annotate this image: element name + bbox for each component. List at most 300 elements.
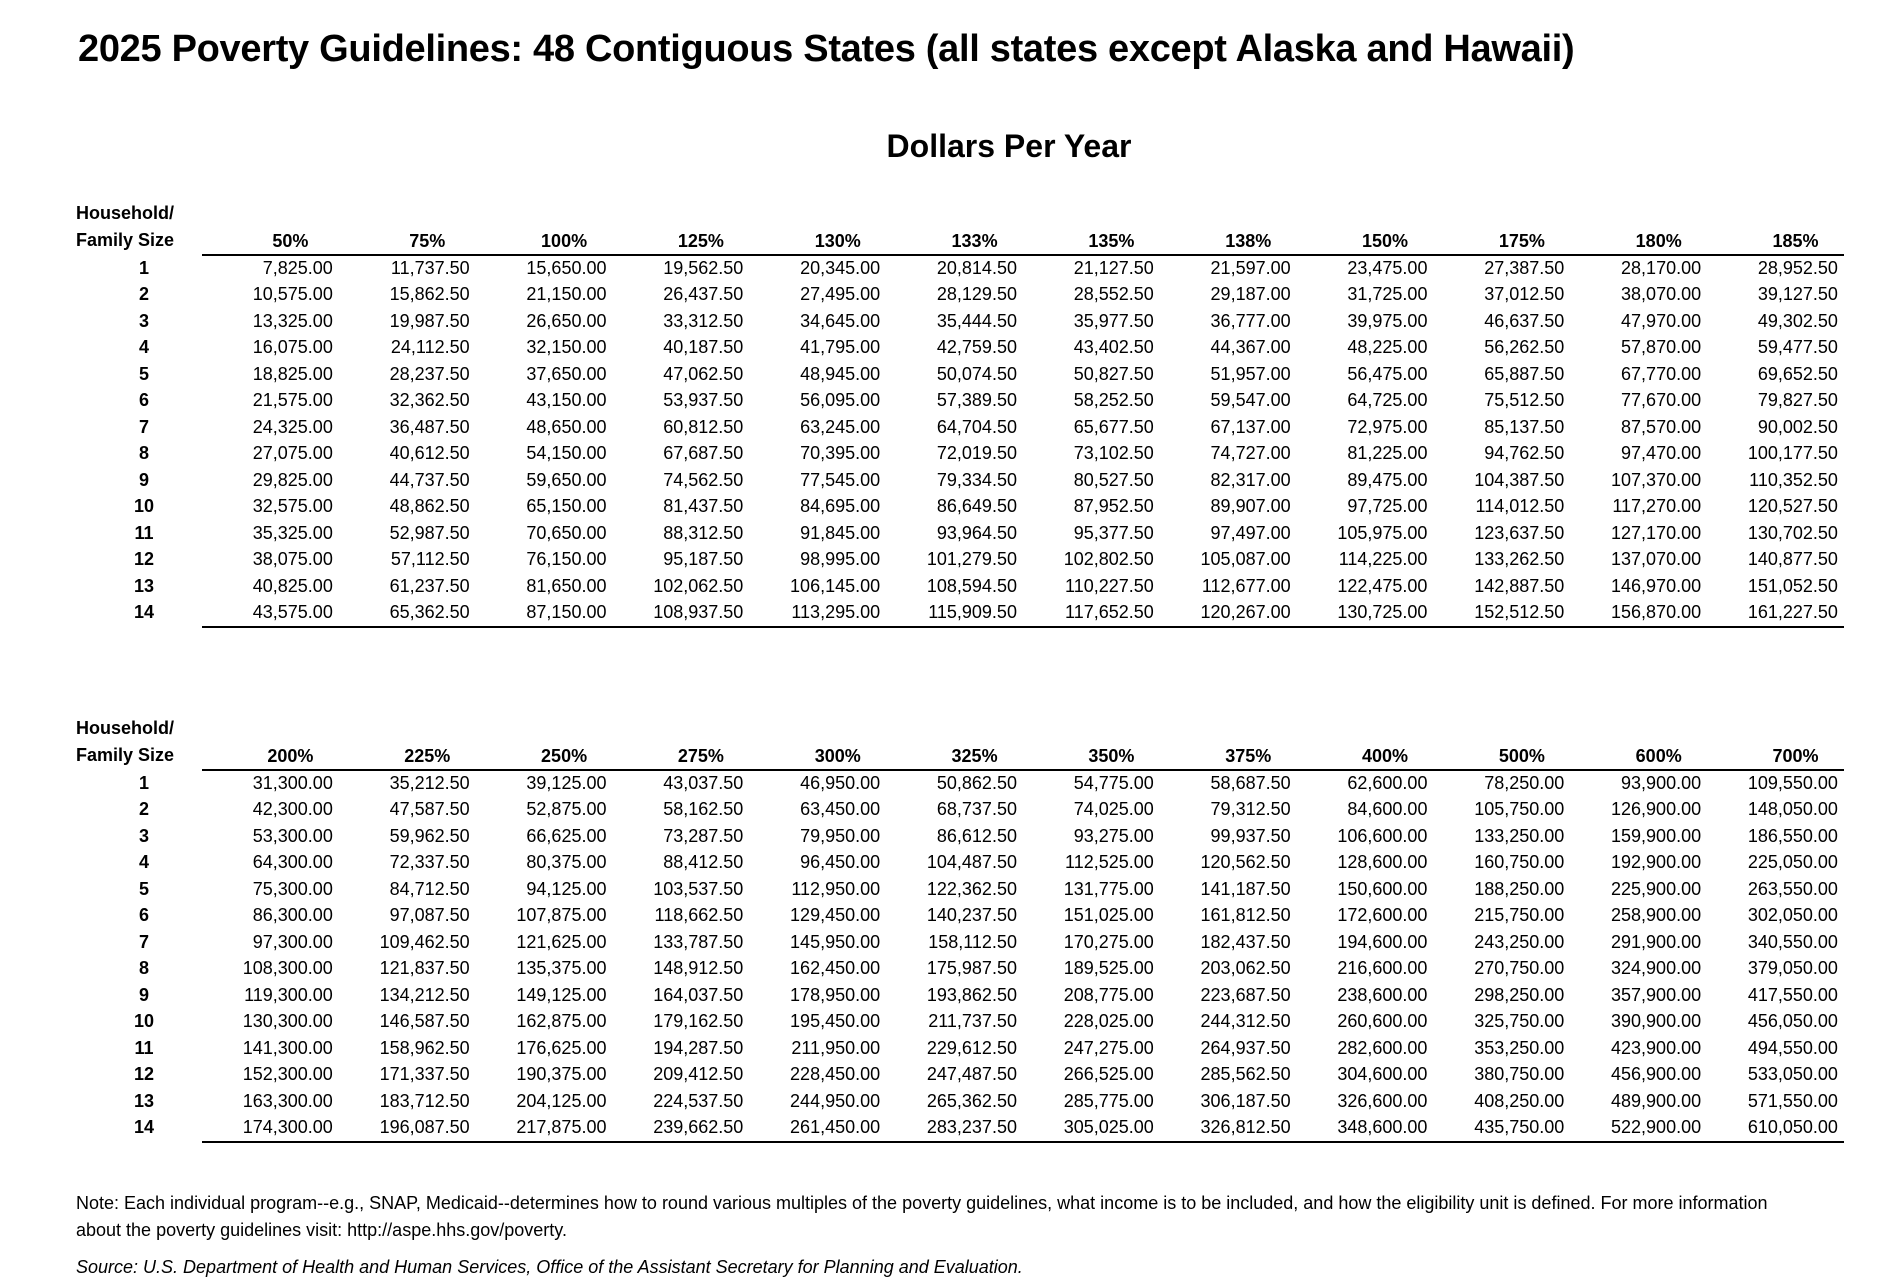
table-row (76, 929, 1844, 956)
amount-cell: 120,527.50 (1747, 496, 1838, 517)
table-row (76, 388, 1844, 415)
amount-cell: 282,600.00 (1337, 1037, 1428, 1058)
household-label-line2: Family Size (76, 230, 175, 250)
amount-cell: 42,759.50 (936, 337, 1017, 358)
household-size-header (76, 715, 174, 769)
amount-cell: 223,687.50 (1200, 984, 1291, 1005)
amount-cell: 49,302.50 (1757, 310, 1838, 331)
column-header: 250% (541, 746, 588, 766)
amount-cell: 40,612.50 (389, 443, 470, 464)
amount-cell: 120,562.50 (1200, 852, 1291, 873)
table-row (76, 282, 1844, 309)
amount-cell: 74,025.00 (1073, 799, 1154, 820)
amount-cell: 89,907.00 (1210, 496, 1291, 517)
family-size-cell: 2 (138, 799, 149, 820)
amount-cell: 265,362.50 (926, 1090, 1017, 1111)
column-header: 50% (272, 231, 309, 251)
amount-cell: 21,127.50 (1073, 257, 1154, 278)
amount-cell: 91,845.00 (800, 522, 881, 543)
column-header: 375% (1225, 746, 1272, 766)
amount-cell: 88,312.50 (663, 522, 744, 543)
footnote: Note: Each individual program--e.g., SNAP, Medicaid--determines how to round various multiples of the poverty guidelines, what income is to be included, and how the eligibility unit is defined. For more information about the poverty guidelines visit: http://aspe.hhs.gov/poverty. (76, 1193, 1768, 1240)
amount-cell: 97,725.00 (1347, 496, 1428, 517)
amount-cell: 27,075.00 (252, 443, 333, 464)
amount-cell: 152,300.00 (242, 1064, 333, 1085)
table-row (76, 1115, 1844, 1142)
table-row (76, 520, 1844, 547)
amount-cell: 224,537.50 (653, 1090, 744, 1111)
amount-cell: 21,575.00 (252, 390, 333, 411)
amount-cell: 216,600.00 (1337, 958, 1428, 979)
amount-cell: 70,395.00 (800, 443, 881, 464)
amount-cell: 133,787.50 (653, 931, 744, 952)
amount-cell: 52,875.00 (526, 799, 607, 820)
family-size-cell: 13 (133, 575, 155, 596)
amount-cell: 95,377.50 (1073, 522, 1154, 543)
amount-cell: 145,950.00 (790, 931, 881, 952)
column-header: 130% (814, 231, 861, 251)
amount-cell: 34,645.00 (800, 310, 881, 331)
amount-cell: 90,002.50 (1757, 416, 1838, 437)
amount-cell: 175,987.50 (926, 958, 1017, 979)
amount-cell: 46,950.00 (800, 772, 881, 793)
amount-cell: 42,300.00 (252, 799, 333, 820)
amount-cell: 304,600.00 (1337, 1064, 1428, 1085)
amount-cell: 53,300.00 (252, 825, 333, 846)
family-size-cell: 5 (138, 363, 149, 384)
table-row (76, 335, 1844, 362)
household-label-line1: Household/ (76, 203, 174, 223)
table-row (76, 1009, 1844, 1036)
amount-cell: 64,725.00 (1347, 390, 1428, 411)
amount-cell: 57,112.50 (390, 549, 470, 570)
family-size-cell: 11 (134, 522, 154, 543)
amount-cell: 120,267.00 (1200, 602, 1291, 623)
amount-cell: 489,900.00 (1611, 1090, 1702, 1111)
amount-cell: 194,600.00 (1337, 931, 1428, 952)
amount-cell: 78,250.00 (1484, 772, 1565, 793)
amount-cell: 108,300.00 (242, 958, 333, 979)
page-title: 2025 Poverty Guidelines: 48 Contiguous States (all states except Alaska and Hawaii) (78, 28, 1575, 70)
amount-cell: 146,970.00 (1611, 575, 1702, 596)
amount-cell: 97,497.00 (1210, 522, 1291, 543)
family-size-cell: 1 (138, 257, 149, 278)
amount-cell: 65,150.00 (526, 496, 607, 517)
column-header: 138% (1225, 231, 1272, 251)
amount-cell: 158,112.50 (928, 931, 1017, 952)
amount-cell: 94,762.50 (1484, 443, 1565, 464)
amount-cell: 58,162.50 (663, 799, 744, 820)
amount-cell: 64,300.00 (252, 852, 333, 873)
family-size-cell: 9 (138, 469, 149, 490)
amount-cell: 39,975.00 (1347, 310, 1428, 331)
column-header: 185% (1772, 231, 1819, 251)
amount-cell: 244,312.50 (1200, 1011, 1291, 1032)
table-row (76, 1062, 1844, 1089)
amount-cell: 146,587.50 (379, 1011, 470, 1032)
amount-cell: 118,662.50 (654, 905, 744, 926)
amount-cell: 87,150.00 (526, 602, 607, 623)
household-size-header (76, 200, 174, 254)
table-row (76, 547, 1844, 574)
amount-cell: 141,187.50 (1200, 878, 1291, 899)
family-size-cell: 10 (133, 1011, 155, 1032)
amount-cell: 65,677.50 (1073, 416, 1154, 437)
amount-cell: 243,250.00 (1474, 931, 1565, 952)
amount-cell: 122,475.00 (1337, 575, 1428, 596)
amount-cell: 179,162.50 (653, 1011, 744, 1032)
amount-cell: 112,950.00 (791, 878, 881, 899)
amount-cell: 204,125.00 (516, 1090, 607, 1111)
amount-cell: 196,087.50 (379, 1117, 470, 1138)
amount-cell: 88,412.50 (663, 852, 744, 873)
amount-cell: 46,637.50 (1484, 310, 1565, 331)
amount-cell: 97,470.00 (1621, 443, 1702, 464)
poverty-table-2 (76, 715, 1844, 1145)
column-header: 100% (541, 231, 588, 251)
column-header: 700% (1772, 746, 1819, 766)
amount-cell: 170,275.00 (1063, 931, 1154, 952)
amount-cell: 20,814.50 (936, 257, 1017, 278)
amount-cell: 50,862.50 (936, 772, 1017, 793)
amount-cell: 112,677.00 (1201, 575, 1291, 596)
amount-cell: 56,262.50 (1484, 337, 1565, 358)
amount-cell: 37,012.50 (1484, 284, 1565, 305)
amount-cell: 423,900.00 (1611, 1037, 1702, 1058)
amount-cell: 21,150.00 (526, 284, 607, 305)
amount-cell: 435,750.00 (1474, 1117, 1565, 1138)
amount-cell: 158,962.50 (379, 1037, 470, 1058)
table-row (76, 467, 1844, 494)
amount-cell: 161,812.50 (1200, 905, 1291, 926)
amount-cell: 203,062.50 (1200, 958, 1291, 979)
amount-cell: 19,562.50 (663, 257, 744, 278)
amount-cell: 57,870.00 (1621, 337, 1702, 358)
table-row (76, 255, 1844, 282)
column-header: 325% (951, 746, 998, 766)
column-header: 135% (1088, 231, 1135, 251)
amount-cell: 38,070.00 (1621, 284, 1702, 305)
amount-cell: 110,227.50 (1065, 575, 1154, 596)
amount-cell: 244,950.00 (790, 1090, 881, 1111)
amount-cell: 151,025.00 (1063, 905, 1154, 926)
amount-cell: 86,649.50 (936, 496, 1017, 517)
amount-cell: 215,750.00 (1474, 905, 1565, 926)
amount-cell: 283,237.50 (926, 1117, 1017, 1138)
table-body (76, 255, 1844, 626)
amount-cell: 47,587.50 (389, 799, 470, 820)
amount-cell: 134,212.50 (379, 984, 470, 1005)
amount-cell: 211,737.50 (928, 1011, 1017, 1032)
amount-cell: 103,537.50 (653, 878, 744, 899)
amount-cell: 217,875.00 (516, 1117, 607, 1138)
amount-cell: 44,367.00 (1210, 337, 1291, 358)
amount-cell: 130,725.00 (1337, 602, 1428, 623)
amount-cell: 19,987.50 (389, 310, 470, 331)
amount-cell: 102,802.50 (1063, 549, 1154, 570)
amount-cell: 285,775.00 (1063, 1090, 1154, 1111)
amount-cell: 247,275.00 (1063, 1037, 1154, 1058)
family-size-cell: 14 (133, 602, 155, 623)
amount-cell: 13,325.00 (252, 310, 333, 331)
amount-cell: 58,252.50 (1073, 390, 1154, 411)
amount-cell: 54,150.00 (526, 443, 607, 464)
amount-cell: 53,937.50 (663, 390, 744, 411)
family-size-cell: 7 (138, 416, 149, 437)
amount-cell: 39,125.00 (526, 772, 607, 793)
amount-cell: 48,650.00 (526, 416, 607, 437)
amount-cell: 70,650.00 (526, 522, 607, 543)
amount-cell: 133,262.50 (1474, 549, 1565, 570)
amount-cell: 72,019.50 (936, 443, 1017, 464)
family-size-cell: 14 (133, 1117, 155, 1138)
amount-cell: 81,650.00 (526, 575, 607, 596)
amount-cell: 390,900.00 (1611, 1011, 1702, 1032)
amount-cell: 51,957.00 (1210, 363, 1291, 384)
amount-cell: 270,750.00 (1474, 958, 1565, 979)
amount-cell: 105,750.00 (1474, 799, 1565, 820)
amount-cell: 121,625.00 (516, 931, 607, 952)
amount-cell: 149,125.00 (516, 984, 607, 1005)
source-line: Source: U.S. Department of Health and Human Services, Office of the Assistant Secretary for Planning and Evaluation. (76, 1257, 1023, 1277)
amount-cell: 211,950.00 (791, 1037, 881, 1058)
column-header: 275% (677, 746, 724, 766)
amount-cell: 64,704.50 (936, 416, 1017, 437)
amount-cell: 183,712.50 (379, 1090, 470, 1111)
column-header: 600% (1635, 746, 1682, 766)
amount-cell: 35,212.50 (389, 772, 470, 793)
amount-cell: 32,575.00 (252, 496, 333, 517)
column-header: 180% (1635, 231, 1682, 251)
amount-cell: 305,025.00 (1063, 1117, 1154, 1138)
amount-cell: 209,412.50 (653, 1064, 744, 1085)
amount-cell: 107,370.00 (1611, 469, 1702, 490)
amount-cell: 239,662.50 (653, 1117, 744, 1138)
amount-cell: 192,900.00 (1611, 852, 1702, 873)
amount-cell: 26,437.50 (663, 284, 744, 305)
amount-cell: 379,050.00 (1747, 958, 1838, 979)
column-header: 150% (1362, 231, 1409, 251)
column-header: 125% (677, 231, 724, 251)
amount-cell: 54,775.00 (1073, 772, 1154, 793)
amount-cell: 408,250.00 (1474, 1090, 1565, 1111)
amount-cell: 15,862.50 (389, 284, 470, 305)
table-row (76, 573, 1844, 600)
amount-cell: 325,750.00 (1474, 1011, 1565, 1032)
amount-cell: 494,550.00 (1747, 1037, 1838, 1058)
amount-cell: 178,950.00 (790, 984, 881, 1005)
family-size-cell: 8 (138, 443, 149, 464)
amount-cell: 340,550.00 (1747, 931, 1838, 952)
amount-cell: 102,062.50 (653, 575, 744, 596)
family-size-cell: 12 (133, 549, 155, 570)
amount-cell: 417,550.00 (1747, 984, 1838, 1005)
amount-cell: 129,450.00 (790, 905, 881, 926)
amount-cell: 33,312.50 (663, 310, 744, 331)
amount-cell: 112,525.00 (1065, 852, 1154, 873)
amount-cell: 20,345.00 (800, 257, 881, 278)
amount-cell: 106,600.00 (1337, 825, 1428, 846)
amount-cell: 258,900.00 (1611, 905, 1702, 926)
amount-cell: 32,150.00 (526, 337, 607, 358)
amount-cell: 93,964.50 (936, 522, 1017, 543)
amount-cell: 190,375.00 (516, 1064, 607, 1085)
amount-cell: 79,950.00 (800, 825, 881, 846)
table-row (76, 903, 1844, 930)
amount-cell: 130,300.00 (242, 1011, 333, 1032)
amount-cell: 123,637.50 (1474, 522, 1565, 543)
amount-cell: 182,437.50 (1200, 931, 1291, 952)
amount-cell: 522,900.00 (1611, 1117, 1702, 1138)
amount-cell: 380,750.00 (1474, 1064, 1565, 1085)
amount-cell: 115,909.50 (928, 602, 1017, 623)
amount-cell: 189,525.00 (1063, 958, 1154, 979)
amount-cell: 160,750.00 (1474, 852, 1565, 873)
amount-cell: 133,250.00 (1474, 825, 1565, 846)
bottom-rule (202, 626, 1844, 628)
amount-cell: 27,387.50 (1484, 257, 1565, 278)
amount-cell: 59,962.50 (389, 825, 470, 846)
amount-cell: 456,900.00 (1611, 1064, 1702, 1085)
amount-cell: 97,087.50 (389, 905, 470, 926)
amount-cell: 43,037.50 (663, 772, 744, 793)
amount-cell: 95,187.50 (663, 549, 744, 570)
amount-cell: 10,575.00 (252, 284, 333, 305)
amount-cell: 63,245.00 (800, 416, 881, 437)
table-row (76, 600, 1844, 627)
amount-cell: 263,550.00 (1747, 878, 1838, 899)
amount-cell: 36,487.50 (389, 416, 470, 437)
amount-cell: 261,450.00 (790, 1117, 881, 1138)
amount-cell: 75,512.50 (1484, 390, 1565, 411)
family-size-cell: 1 (138, 772, 149, 793)
amount-cell: 94,125.00 (526, 878, 607, 899)
amount-cell: 114,012.50 (1475, 496, 1565, 517)
amount-cell: 80,527.50 (1073, 469, 1154, 490)
amount-cell: 141,300.00 (242, 1037, 333, 1058)
amount-cell: 28,237.50 (389, 363, 470, 384)
amount-cell: 117,270.00 (1612, 496, 1702, 517)
amount-cell: 29,825.00 (252, 469, 333, 490)
amount-cell: 40,187.50 (663, 337, 744, 358)
amount-cell: 77,545.00 (800, 469, 881, 490)
table-row (76, 823, 1844, 850)
amount-cell: 142,887.50 (1474, 575, 1565, 596)
amount-cell: 79,827.50 (1757, 390, 1838, 411)
amount-cell: 79,312.50 (1210, 799, 1291, 820)
amount-cell: 28,129.50 (936, 284, 1017, 305)
amount-cell: 93,900.00 (1621, 772, 1702, 793)
amount-cell: 24,112.50 (390, 337, 470, 358)
amount-cell: 326,600.00 (1337, 1090, 1428, 1111)
family-size-cell: 8 (138, 958, 149, 979)
amount-cell: 108,594.50 (926, 575, 1017, 596)
amount-cell: 66,625.00 (526, 825, 607, 846)
amount-cell: 113,295.00 (791, 602, 881, 623)
amount-cell: 21,597.00 (1210, 257, 1291, 278)
amount-cell: 610,050.00 (1747, 1117, 1838, 1138)
amount-cell: 127,170.00 (1611, 522, 1702, 543)
page-subtitle: Dollars Per Year (886, 128, 1132, 164)
family-size-cell: 4 (138, 852, 149, 873)
amount-cell: 62,600.00 (1347, 772, 1428, 793)
amount-cell: 99,937.50 (1210, 825, 1291, 846)
amount-cell: 11,737.50 (390, 257, 470, 278)
amount-cell: 38,075.00 (252, 549, 333, 570)
family-size-cell: 3 (138, 310, 149, 331)
amount-cell: 84,695.00 (800, 496, 881, 517)
amount-cell: 58,687.50 (1210, 772, 1291, 793)
amount-cell: 156,870.00 (1611, 602, 1702, 623)
table-row (76, 494, 1844, 521)
column-header: 175% (1498, 231, 1545, 251)
amount-cell: 39,127.50 (1757, 284, 1838, 305)
amount-cell: 266,525.00 (1063, 1064, 1154, 1085)
percent-header-row (202, 746, 1844, 767)
amount-cell: 140,877.50 (1747, 549, 1838, 570)
poverty-table-1 (76, 200, 1844, 630)
amount-cell: 128,600.00 (1337, 852, 1428, 873)
amount-cell: 68,737.50 (936, 799, 1017, 820)
amount-cell: 86,612.50 (936, 825, 1017, 846)
household-label-line2: Family Size (76, 745, 175, 765)
amount-cell: 40,825.00 (252, 575, 333, 596)
amount-cell: 97,300.00 (252, 931, 333, 952)
amount-cell: 28,952.50 (1757, 257, 1838, 278)
table-row (76, 982, 1844, 1009)
amount-cell: 60,812.50 (663, 416, 744, 437)
table-row (76, 850, 1844, 877)
amount-cell: 353,250.00 (1474, 1037, 1565, 1058)
amount-cell: 37,650.00 (526, 363, 607, 384)
amount-cell: 81,437.50 (663, 496, 744, 517)
table-row (76, 414, 1844, 441)
amount-cell: 176,625.00 (516, 1037, 607, 1058)
amount-cell: 228,025.00 (1063, 1011, 1154, 1032)
amount-cell: 174,300.00 (242, 1117, 333, 1138)
amount-cell: 194,287.50 (653, 1037, 744, 1058)
amount-cell: 306,187.50 (1200, 1090, 1291, 1111)
amount-cell: 264,937.50 (1200, 1037, 1291, 1058)
bottom-rule (202, 1141, 1844, 1143)
amount-cell: 77,670.00 (1621, 390, 1702, 411)
amount-cell: 208,775.00 (1063, 984, 1154, 1005)
amount-cell: 81,225.00 (1347, 443, 1428, 464)
amount-cell: 28,552.50 (1073, 284, 1154, 305)
amount-cell: 161,227.50 (1747, 602, 1838, 623)
amount-cell: 29,187.00 (1210, 284, 1291, 305)
amount-cell: 85,137.50 (1484, 416, 1565, 437)
amount-cell: 140,237.50 (926, 905, 1017, 926)
amount-cell: 110,352.50 (1749, 469, 1838, 490)
family-size-cell: 9 (138, 984, 149, 1005)
amount-cell: 105,087.00 (1200, 549, 1291, 570)
column-header: 225% (404, 746, 451, 766)
amount-cell: 109,550.00 (1747, 772, 1838, 793)
amount-cell: 456,050.00 (1747, 1011, 1838, 1032)
amount-cell: 75,300.00 (252, 878, 333, 899)
amount-cell: 28,170.00 (1621, 257, 1702, 278)
amount-cell: 72,975.00 (1347, 416, 1428, 437)
amount-cell: 48,945.00 (800, 363, 881, 384)
amount-cell: 238,600.00 (1337, 984, 1428, 1005)
amount-cell: 72,337.50 (389, 852, 470, 873)
amount-cell: 41,795.00 (800, 337, 881, 358)
amount-cell: 260,600.00 (1337, 1011, 1428, 1032)
amount-cell: 162,450.00 (790, 958, 881, 979)
amount-cell: 15,650.00 (526, 257, 607, 278)
amount-cell: 59,547.00 (1210, 390, 1291, 411)
